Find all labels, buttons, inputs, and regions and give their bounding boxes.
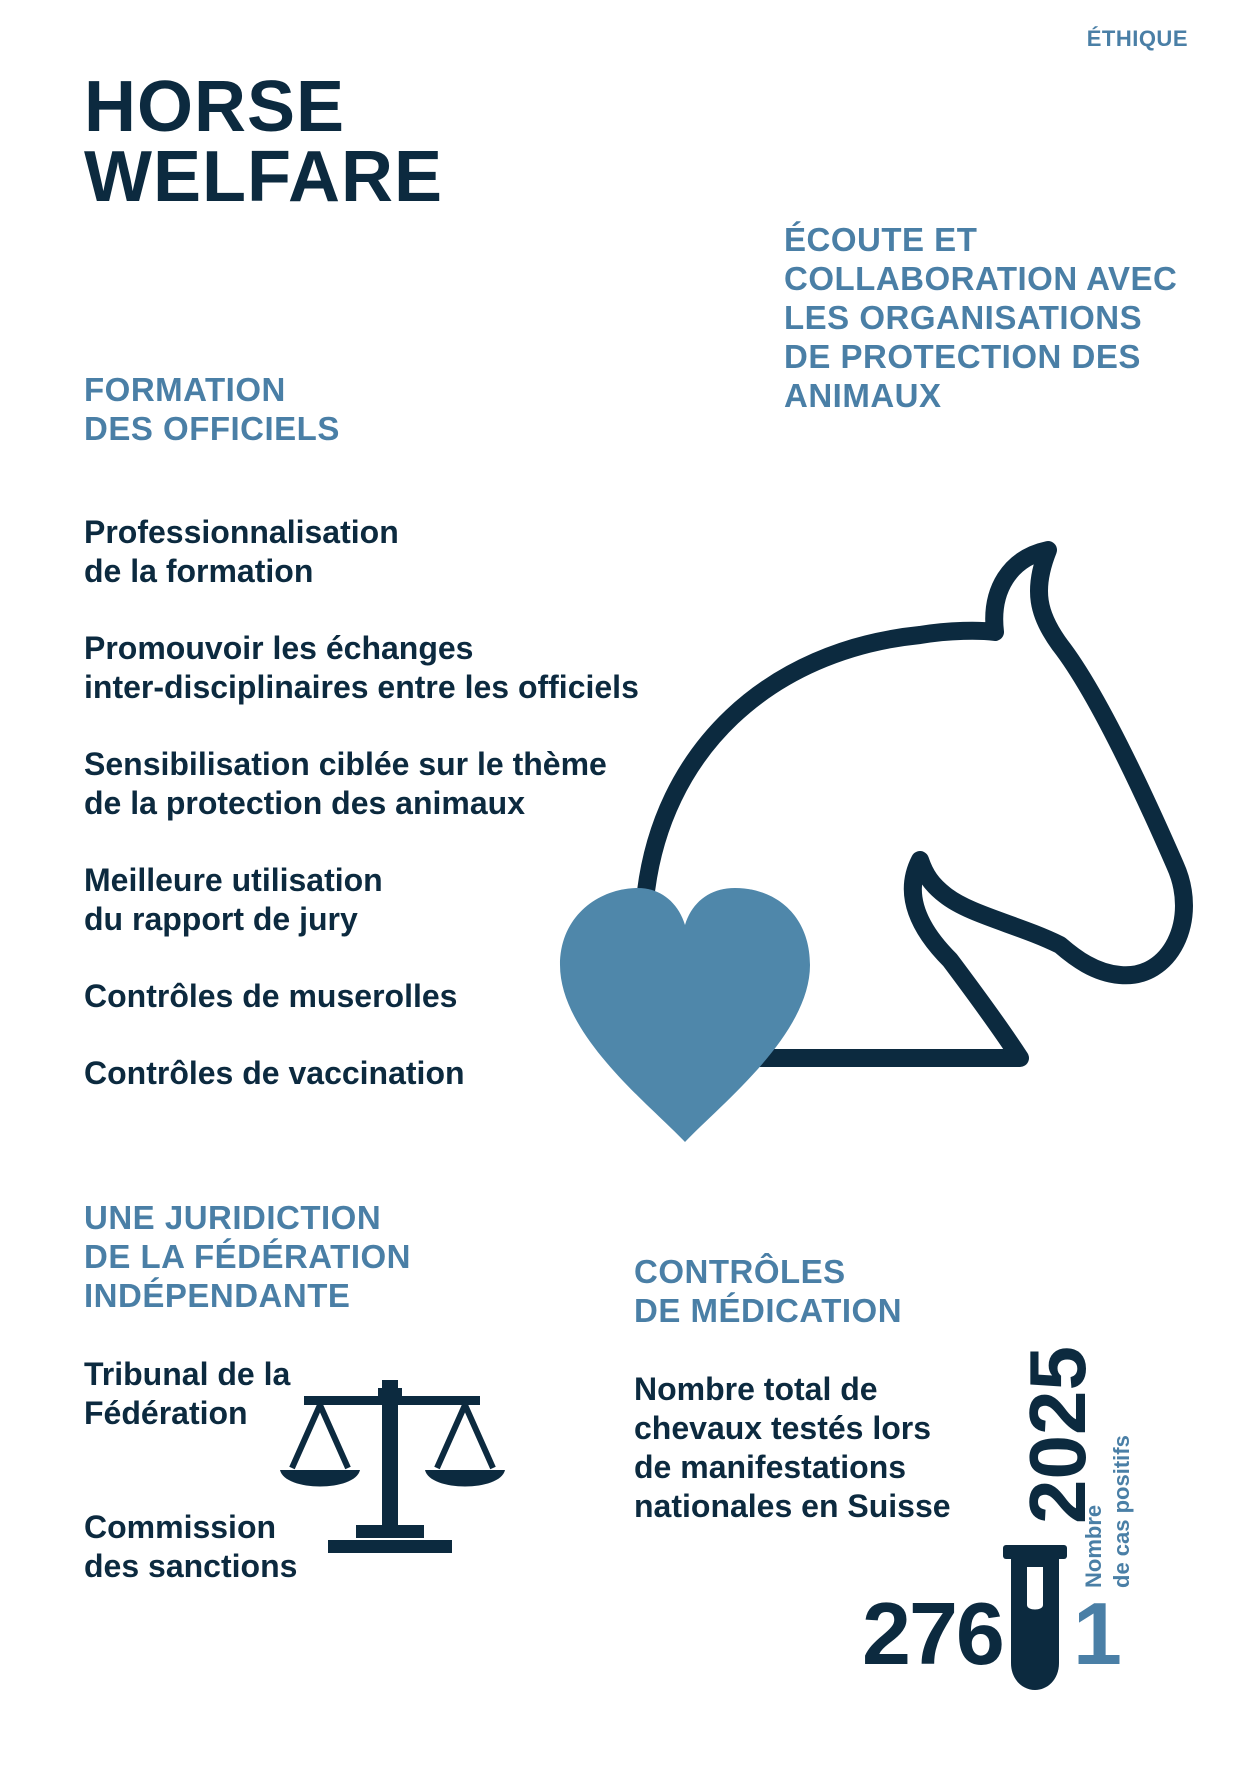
section-tag: ÉTHIQUE bbox=[1086, 26, 1188, 51]
medication-description-line: chevaux testés lors bbox=[634, 1410, 932, 1446]
juridiction-item-tribunal bbox=[84, 1355, 290, 1433]
list-item-line: du rapport de jury bbox=[84, 901, 358, 937]
heart-icon bbox=[560, 888, 810, 1142]
juridiction-heading-line: DE LA FÉDÉRATION bbox=[84, 1238, 411, 1275]
list-item-line: Sensibilisation ciblée sur le thème bbox=[84, 746, 607, 782]
list-item-line: de la protection des animaux bbox=[84, 785, 525, 821]
page-title bbox=[84, 67, 443, 217]
medication-heading-line: DE MÉDICATION bbox=[634, 1292, 903, 1329]
year-label: 2025 bbox=[1013, 1346, 1102, 1524]
medication-description bbox=[634, 1370, 951, 1526]
list-item-line: de la formation bbox=[84, 553, 314, 589]
medication-description-line: Nombre total de bbox=[634, 1371, 878, 1407]
horse-welfare-illustration bbox=[540, 530, 1200, 1150]
juridiction-heading-line: INDÉPENDANTE bbox=[84, 1277, 351, 1314]
list-item-line: Meilleure utilisation bbox=[84, 862, 383, 898]
formation-heading bbox=[84, 370, 340, 448]
list-item-line: Promouvoir les échanges bbox=[84, 630, 474, 666]
medication-heading-line: CONTRÔLES bbox=[634, 1253, 846, 1290]
medication-description-line: de manifestations bbox=[634, 1449, 907, 1485]
collaboration-heading-line: LES ORGANISATIONS bbox=[784, 299, 1143, 336]
scales-of-justice-icon bbox=[280, 1380, 505, 1570]
formation-heading-line: FORMATION bbox=[84, 371, 286, 408]
list-item-line: inter-disciplinaires entre les officiels bbox=[84, 669, 639, 705]
juridiction-item-line: Tribunal de la bbox=[84, 1356, 291, 1392]
medication-description-line: nationales en Suisse bbox=[634, 1488, 951, 1524]
collaboration-heading-line: COLLABORATION AVEC bbox=[784, 260, 1178, 297]
positive-cases-label-line: Nombre bbox=[1081, 1504, 1106, 1588]
juridiction-item-line: Commission bbox=[84, 1509, 277, 1545]
collaboration-heading-line: ANIMAUX bbox=[784, 377, 942, 414]
list-item-line: Contrôles de vaccination bbox=[84, 1055, 465, 1091]
juridiction-heading bbox=[84, 1198, 411, 1315]
total-tested-count: 276 bbox=[862, 1584, 1003, 1683]
positive-cases-count: 1 bbox=[1073, 1584, 1122, 1683]
collaboration-heading-line: DE PROTECTION DES bbox=[784, 338, 1141, 375]
page-title-line-2: WELFARE bbox=[84, 137, 443, 217]
positive-cases-label-line: de cas positifs bbox=[1109, 1435, 1134, 1588]
juridiction-item-commission bbox=[84, 1508, 297, 1586]
list-item-line: Contrôles de muserolles bbox=[84, 978, 458, 1014]
collaboration-heading bbox=[784, 220, 1214, 415]
juridiction-heading-line: UNE JURIDICTION bbox=[84, 1199, 382, 1236]
juridiction-item-line: des sanctions bbox=[84, 1548, 298, 1584]
formation-heading-line: DES OFFICIELS bbox=[84, 410, 340, 447]
test-tube-icon bbox=[1003, 1545, 1067, 1690]
page-title-line-1: HORSE bbox=[84, 67, 346, 147]
list-item-line: Professionnalisation bbox=[84, 514, 399, 550]
positive-cases-label bbox=[1080, 1408, 1136, 1588]
medication-heading bbox=[634, 1252, 902, 1330]
juridiction-item-line: Fédération bbox=[84, 1395, 248, 1431]
collaboration-heading-line: ÉCOUTE ET bbox=[784, 221, 978, 258]
page-title-block bbox=[84, 67, 443, 217]
